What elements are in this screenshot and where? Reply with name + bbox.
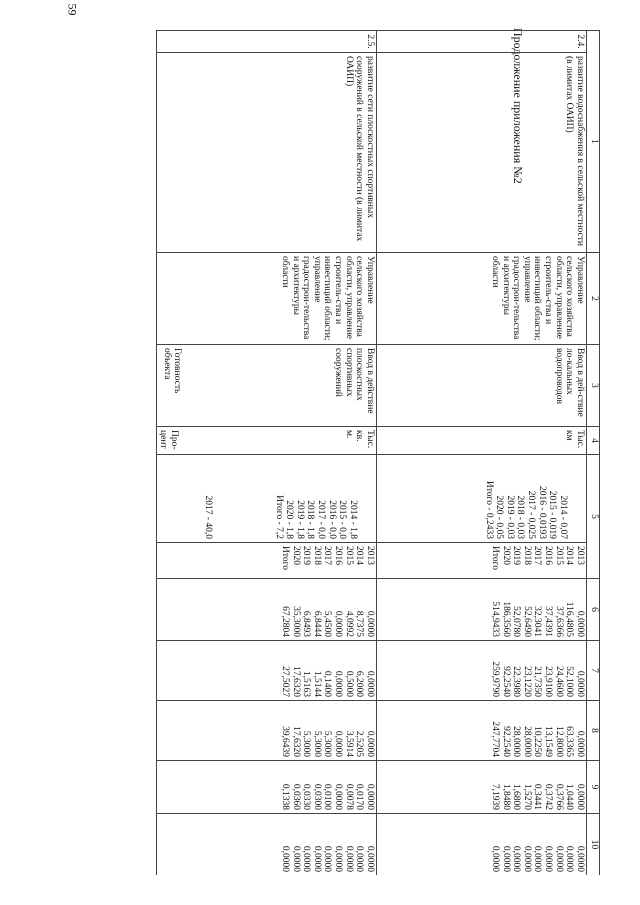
value-cell: 0,0000 [333, 730, 344, 757]
table-row [377, 31, 587, 876]
row-col8 [156, 701, 376, 761]
year-cell: Итого [490, 546, 500, 571]
row-unit-2: Про-цент [158, 430, 180, 450]
row-unit: Тыс. км [377, 427, 587, 455]
year-cell: 2016 [543, 546, 554, 565]
value-cell: 0,1338 [280, 783, 290, 810]
row-targets [377, 455, 587, 543]
value-cell: 0,0100 [322, 783, 333, 810]
year-cell: 2020 [500, 546, 511, 565]
row-indicator: Ввод в действие плоскостных спортивных сооружений [333, 348, 375, 414]
row-unit-cell [156, 427, 376, 455]
row-title: развитие водоснабжения в сельской местности (в лимитах ОАИП) [377, 53, 587, 253]
value-cell: 6,8444 [311, 610, 322, 637]
target-item: 2018 - 1,8 [305, 500, 316, 539]
year-cell: 2020 [290, 546, 301, 565]
row-indicator: Ввод в дей-ствие ло-кальных водопроводов [377, 345, 587, 427]
value-cell: 0,0000 [333, 845, 344, 872]
column-number-4: 4 [587, 427, 600, 455]
column-number-10: 10 [587, 814, 600, 876]
target-item: 2018 - 0,03 [515, 495, 526, 539]
row-unit: Тыс. кв. м. [343, 430, 375, 449]
value-cell: 6,2000 [354, 670, 365, 697]
value-cell: 1,8480 [500, 783, 511, 810]
target-item: 2016 - 0,0 [326, 500, 337, 539]
value-cell: 0,0000 [354, 845, 365, 872]
value-cell: 0,0000 [564, 845, 575, 872]
value-cell: 13,1549 [543, 726, 554, 757]
column-number-1: 1 [587, 31, 600, 253]
value-cell: 1,5144 [311, 670, 322, 697]
value-cell: 0,0000 [333, 783, 344, 810]
row-col8 [377, 701, 587, 761]
value-cell: 92,2540 [500, 726, 511, 757]
row-title: развитие сети плоскостных спортивных сооружений в сельской местности (в лимитах ОАИП) [156, 53, 376, 253]
value-cell: 37,6366 [553, 606, 564, 637]
page-number: 59 [65, 3, 80, 16]
year-cell: 2013 [575, 546, 585, 565]
value-cell: 0,0000 [365, 670, 375, 697]
year-cell: 2018 [311, 546, 322, 565]
value-cell: 0,0000 [575, 670, 585, 697]
year-cell: 2014 [354, 546, 365, 565]
year-cell: 2018 [521, 546, 532, 565]
value-cell: 8,7375 [354, 610, 365, 637]
row-col9 [377, 761, 587, 814]
value-cell: 52,1000 [564, 666, 575, 697]
value-cell: 0,0000 [543, 845, 554, 872]
year-cell: 2015 [343, 546, 354, 565]
value-cell: 5,4500 [322, 610, 333, 637]
target-item: Итого - 7,2 [273, 495, 284, 539]
value-cell: 0,0170 [354, 783, 365, 810]
value-cell: 5,3000 [322, 730, 333, 757]
value-cell: 35,3000 [290, 606, 301, 637]
value-cell: 28,0000 [511, 726, 522, 757]
column-number-8: 8 [587, 701, 600, 761]
value-cell: 24,4600 [553, 666, 564, 697]
value-cell: 0,0000 [301, 845, 312, 872]
value-cell: 0,0000 [365, 783, 375, 810]
year-cell: 2019 [301, 546, 312, 565]
value-cell: 0,5000 [343, 670, 354, 697]
year-cell: Итого [280, 546, 290, 571]
value-cell: 4,0992 [343, 610, 354, 637]
row-col6 [377, 579, 587, 641]
value-cell: 0,0000 [553, 845, 564, 872]
column-number-3: 3 [587, 345, 600, 427]
value-cell: 0,0360 [290, 783, 301, 810]
value-cell: 0,0000 [511, 845, 522, 872]
value-cell: 0,0000 [365, 610, 375, 637]
value-cell: 52,0780 [511, 606, 522, 637]
row-col9 [156, 761, 376, 814]
target-item: 2014 - 0,07 [558, 495, 568, 539]
value-cell: 0,0000 [532, 845, 543, 872]
target-item: Итого - 0,2433 [483, 480, 494, 539]
value-cell: 10,2250 [532, 726, 543, 757]
value-cell: 2,5205 [354, 730, 365, 757]
year-cell: 2015 [553, 546, 564, 565]
value-cell: 0,0330 [301, 783, 312, 810]
rotated-table-area [10, 30, 600, 875]
row-number: 2.4. [377, 31, 587, 53]
value-cell: 0,0000 [575, 730, 585, 757]
value-cell: 27,5027 [280, 666, 290, 697]
value-cell: 7,1939 [490, 783, 500, 810]
value-cell: 32,3041 [532, 606, 543, 637]
target-item: 2014 - 1,8 [348, 500, 358, 539]
value-cell: 5,3000 [301, 730, 312, 757]
value-cell: 52,6490 [521, 606, 532, 637]
row-executor: Управление сельского хозяйства области, управление строитель-ства и инвестиций области; управление градострои-тельства и архитектуры области [377, 253, 587, 345]
target-item: 2020 - 1,8 [284, 500, 295, 539]
column-number-6: 6 [587, 579, 600, 641]
row-col6 [156, 579, 376, 641]
value-cell: 17,6320 [290, 726, 301, 757]
table-row [156, 31, 376, 876]
value-cell: 1,5270 [521, 783, 532, 810]
value-cell: 0,0000 [575, 783, 585, 810]
value-cell: 0,0000 [365, 845, 375, 872]
value-cell: 5,3000 [311, 730, 322, 757]
value-cell: 21,7350 [532, 666, 543, 697]
value-cell: 28,0000 [521, 726, 532, 757]
column-number-7: 7 [587, 641, 600, 701]
value-cell: 0,3742 [543, 783, 554, 810]
target-item: 2020 - 0,05 [494, 495, 505, 539]
year-cell: 2013 [365, 546, 375, 565]
value-cell: 23,9100 [543, 666, 554, 697]
program-table [156, 30, 600, 875]
row-col7 [377, 641, 587, 701]
row-col10 [377, 814, 587, 876]
value-cell: 0,0078 [343, 783, 354, 810]
row-col7 [156, 641, 376, 701]
row-indicator-cell [156, 345, 376, 427]
column-number-5: 5 [587, 455, 600, 579]
value-cell: 23,1220 [521, 666, 532, 697]
row-executor: Управление сельского хозяйства области, управление строитель-ства и инвестиций области; управление градострои-тельства и архитектуры области [156, 253, 376, 345]
value-cell: 0,0300 [311, 783, 322, 810]
value-cell: 0,3766 [553, 783, 564, 810]
year-cell: 2014 [564, 546, 575, 565]
row-number: 2.5. [156, 31, 376, 53]
year-cell: 2016 [333, 546, 344, 565]
value-cell: 67,2804 [280, 606, 290, 637]
row-targets [156, 455, 376, 543]
value-cell: 247,7704 [490, 721, 500, 757]
value-cell: 12,8000 [553, 726, 564, 757]
row-indicator-2: Готовность объекта [161, 348, 183, 394]
target-item-2: 2017 - 40,0 [203, 495, 213, 539]
appendix-note: Продолжение приложения №2 [511, 28, 525, 184]
row-years [156, 543, 376, 579]
value-cell: 17,6320 [290, 666, 301, 697]
value-cell: 1,5163 [301, 670, 312, 697]
value-cell: 0,0000 [333, 610, 344, 637]
value-cell: 0,0000 [521, 845, 532, 872]
target-item: 2017 - 0,0 [316, 500, 327, 539]
value-cell: 0,0000 [322, 845, 333, 872]
value-cell: 186,3560 [500, 601, 511, 637]
value-cell: 22,3980 [511, 666, 522, 697]
value-cell: 514,9433 [490, 601, 500, 637]
value-cell: 0,0000 [500, 845, 511, 872]
year-cell: 2017 [322, 546, 333, 565]
value-cell: 0,0000 [575, 610, 585, 637]
value-cell: 0,0000 [575, 845, 585, 872]
value-cell: 0,3441 [532, 783, 543, 810]
value-cell: 0,0000 [280, 845, 290, 872]
row-years [377, 543, 587, 579]
value-cell: 37,4391 [543, 606, 554, 637]
value-cell: 0,0000 [333, 670, 344, 697]
target-item: 2019 - 1,8 [294, 500, 305, 539]
value-cell: 0,1400 [322, 670, 333, 697]
row-col10 [156, 814, 376, 876]
year-cell: 2017 [532, 546, 543, 565]
value-cell: 0,0000 [343, 845, 354, 872]
target-item: 2019 - 0,03 [504, 495, 515, 539]
column-number-9: 9 [587, 761, 600, 814]
value-cell: 0,0000 [290, 845, 301, 872]
target-item: 2015 - 0,019 [547, 490, 558, 539]
value-cell: 0,0000 [490, 845, 500, 872]
year-cell: 2019 [511, 546, 522, 565]
value-cell: 0,0000 [311, 845, 322, 872]
target-item: 2015 - 0,0 [337, 500, 348, 539]
value-cell: 92,2540 [500, 666, 511, 697]
value-cell: 6,8493 [301, 610, 312, 637]
column-number-row [587, 31, 600, 876]
value-cell: 116,4805 [564, 601, 575, 637]
target-item: 2017 - 0,025 [526, 490, 537, 539]
value-cell: 1,0440 [564, 783, 575, 810]
value-cell: 259,9790 [490, 661, 500, 697]
value-cell: 3,5914 [343, 730, 354, 757]
column-number-2: 2 [587, 253, 600, 345]
target-item: 2016 - 0,0193 [536, 485, 547, 539]
value-cell: 0,0000 [365, 730, 375, 757]
value-cell: 63,3365 [564, 726, 575, 757]
value-cell: 39,6439 [280, 726, 290, 757]
value-cell: 1,6800 [511, 783, 522, 810]
